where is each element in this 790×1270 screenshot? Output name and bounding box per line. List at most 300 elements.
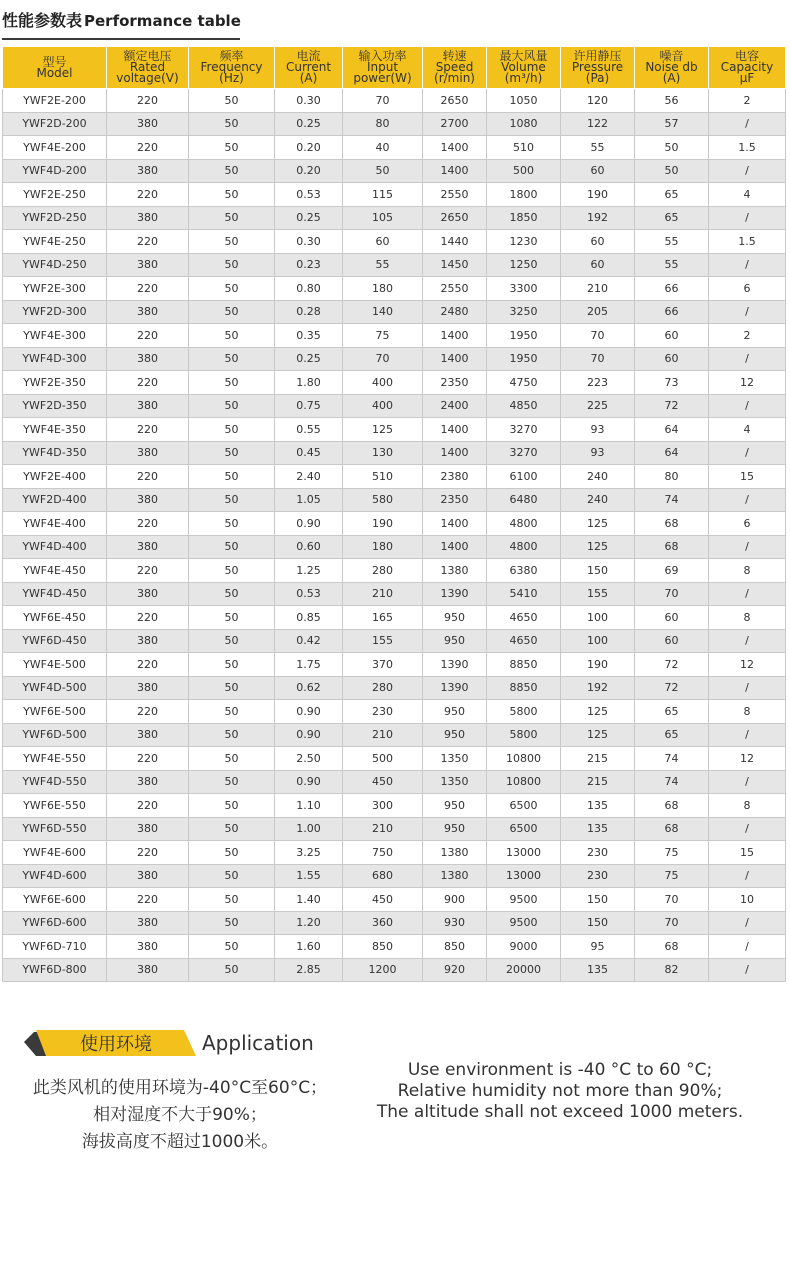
table-cell: 20000 <box>487 958 561 982</box>
table-cell: 50 <box>189 935 275 959</box>
table-cell: 93 <box>561 418 635 442</box>
table-cell: 6500 <box>487 817 561 841</box>
table-cell: 1.5 <box>709 136 786 160</box>
table-cell: 60 <box>635 629 709 653</box>
table-cell: 8 <box>709 606 786 630</box>
performance-table-container <box>2 46 785 982</box>
column-header-unit: voltage(V) <box>116 71 179 85</box>
table-cell: 73 <box>635 371 709 395</box>
table-cell: 13000 <box>487 841 561 865</box>
application-zh-line: 此类风机的使用环境为-40°C至60°C； <box>32 1078 328 1098</box>
table-cell: 55 <box>635 253 709 277</box>
table-cell: 2650 <box>423 206 487 230</box>
table-cell: 220 <box>107 512 189 536</box>
table-cell: 50 <box>189 723 275 747</box>
table-cell: 50 <box>189 653 275 677</box>
table-cell: / <box>709 253 786 277</box>
table-cell: 1390 <box>423 582 487 606</box>
table-cell: 50 <box>189 159 275 183</box>
table-row <box>3 230 786 254</box>
table-row <box>3 700 786 724</box>
table-cell: 93 <box>561 441 635 465</box>
table-cell: 0.90 <box>275 723 343 747</box>
table-cell: 80 <box>343 112 423 136</box>
table-cell: 6 <box>709 277 786 301</box>
table-cell: 9500 <box>487 888 561 912</box>
column-header <box>561 47 635 89</box>
table-cell: 0.55 <box>275 418 343 442</box>
table-cell: 2350 <box>423 488 487 512</box>
table-cell: 70 <box>343 347 423 371</box>
table-cell: 205 <box>561 300 635 324</box>
table-cell: 120 <box>561 89 635 113</box>
table-cell: 1390 <box>423 653 487 677</box>
table-cell: 1.55 <box>275 864 343 888</box>
table-cell: 220 <box>107 418 189 442</box>
table-row <box>3 112 786 136</box>
column-header <box>189 47 275 89</box>
table-cell: 13000 <box>487 864 561 888</box>
column-header-zh: 转速 <box>442 49 467 63</box>
table-cell: 12 <box>709 371 786 395</box>
table-cell: 10800 <box>487 747 561 771</box>
table-cell: 50 <box>189 535 275 559</box>
table-cell: 370 <box>343 653 423 677</box>
table-cell: 8 <box>709 700 786 724</box>
table-cell: 60 <box>561 253 635 277</box>
table-cell: 2350 <box>423 371 487 395</box>
table-cell: / <box>709 535 786 559</box>
table-cell: / <box>709 676 786 700</box>
column-header-zh: 型号 <box>42 54 67 69</box>
table-cell: 1390 <box>423 676 487 700</box>
table-cell: 125 <box>561 700 635 724</box>
column-header <box>275 47 343 89</box>
table-cell: 150 <box>561 911 635 935</box>
table-cell: 0.45 <box>275 441 343 465</box>
table-row <box>3 794 786 818</box>
table-cell: 1.80 <box>275 371 343 395</box>
table-cell: YWF6D-600 <box>3 911 107 935</box>
table-cell: 210 <box>561 277 635 301</box>
table-cell: 3250 <box>487 300 561 324</box>
table-cell: / <box>709 817 786 841</box>
table-cell: 8 <box>709 559 786 583</box>
table-cell: 8 <box>709 794 786 818</box>
table-cell: 70 <box>561 347 635 371</box>
table-cell: / <box>709 770 786 794</box>
table-cell: 210 <box>343 582 423 606</box>
table-cell: 0.90 <box>275 512 343 536</box>
table-cell: YWF4E-450 <box>3 559 107 583</box>
table-cell: 70 <box>635 582 709 606</box>
table-row <box>3 629 786 653</box>
table-cell: 1400 <box>423 512 487 536</box>
table-cell: 380 <box>107 935 189 959</box>
table-cell: / <box>709 864 786 888</box>
table-cell: 8850 <box>487 676 561 700</box>
table-cell: 215 <box>561 747 635 771</box>
table-cell: YWF2E-200 <box>3 89 107 113</box>
column-header-unit: (A) <box>299 71 318 85</box>
table-cell: 380 <box>107 112 189 136</box>
table-cell: 56 <box>635 89 709 113</box>
table-cell: YWF6D-800 <box>3 958 107 982</box>
table-cell: 510 <box>343 465 423 489</box>
column-header-zh: 频率 <box>219 49 244 63</box>
table-cell: 380 <box>107 911 189 935</box>
table-cell: 50 <box>189 606 275 630</box>
table-cell: 400 <box>343 394 423 418</box>
table-cell: 10800 <box>487 770 561 794</box>
table-cell: 75 <box>635 864 709 888</box>
table-cell: YWF4E-600 <box>3 841 107 865</box>
table-row <box>3 841 786 865</box>
column-header-en: Volume <box>501 60 546 74</box>
table-cell: 210 <box>343 817 423 841</box>
table-cell: 3.25 <box>275 841 343 865</box>
table-cell: 66 <box>635 277 709 301</box>
table-cell: 50 <box>189 747 275 771</box>
table-cell: 192 <box>561 676 635 700</box>
table-cell: 380 <box>107 253 189 277</box>
table-cell: 3270 <box>487 441 561 465</box>
table-cell: 50 <box>189 230 275 254</box>
table-cell: 0.20 <box>275 136 343 160</box>
table-row <box>3 958 786 982</box>
table-cell: 0.53 <box>275 582 343 606</box>
table-header-row <box>3 47 786 89</box>
table-cell: 3270 <box>487 418 561 442</box>
table-cell: 74 <box>635 747 709 771</box>
table-cell: 0.53 <box>275 183 343 207</box>
table-cell: 1.75 <box>275 653 343 677</box>
table-cell: 1400 <box>423 441 487 465</box>
table-cell: 680 <box>343 864 423 888</box>
application-badge <box>24 1028 196 1058</box>
table-body <box>3 89 786 982</box>
table-cell: YWF4E-300 <box>3 324 107 348</box>
table-cell: YWF2D-300 <box>3 300 107 324</box>
column-header-en: Speed <box>435 60 474 74</box>
table-cell: 155 <box>561 582 635 606</box>
table-cell: 1400 <box>423 136 487 160</box>
table-row <box>3 136 786 160</box>
table-cell: 80 <box>635 465 709 489</box>
table-cell: 4800 <box>487 535 561 559</box>
table-row <box>3 888 786 912</box>
table-cell: 0.20 <box>275 159 343 183</box>
application-text-en <box>360 1060 760 1123</box>
table-cell: 150 <box>561 888 635 912</box>
table-cell: 50 <box>189 582 275 606</box>
table-cell: / <box>709 958 786 982</box>
table-cell: 380 <box>107 676 189 700</box>
table-row <box>3 465 786 489</box>
column-header-en: Current <box>285 60 332 74</box>
table-cell: 4650 <box>487 606 561 630</box>
table-cell: 4850 <box>487 394 561 418</box>
table-cell: 1.25 <box>275 559 343 583</box>
table-cell: 220 <box>107 559 189 583</box>
table-cell: 220 <box>107 183 189 207</box>
table-cell: 280 <box>343 559 423 583</box>
column-header-zh: 最大风量 <box>499 49 548 63</box>
table-row <box>3 347 786 371</box>
column-header-zh: 额定电压 <box>123 49 172 63</box>
table-row <box>3 864 786 888</box>
column-header-en: Capacity <box>720 60 774 74</box>
table-cell: 190 <box>561 653 635 677</box>
column-header-zh: 输入功率 <box>358 49 407 63</box>
table-cell: YWF6E-500 <box>3 700 107 724</box>
table-cell: 2.40 <box>275 465 343 489</box>
table-cell: 8850 <box>487 653 561 677</box>
table-cell: 220 <box>107 747 189 771</box>
table-cell: 60 <box>635 347 709 371</box>
table-cell: 125 <box>561 723 635 747</box>
table-cell: 82 <box>635 958 709 982</box>
table-row <box>3 770 786 794</box>
table-cell: 140 <box>343 300 423 324</box>
table-cell: 50 <box>189 770 275 794</box>
table-row <box>3 441 786 465</box>
table-cell: 0.42 <box>275 629 343 653</box>
table-cell: 1.10 <box>275 794 343 818</box>
table-cell: 68 <box>635 794 709 818</box>
table-cell: 280 <box>343 676 423 700</box>
table-cell: YWF4D-550 <box>3 770 107 794</box>
table-cell: 155 <box>343 629 423 653</box>
column-header-en: Noise db <box>645 60 698 74</box>
column-header <box>635 47 709 89</box>
application-en-line: The altitude shall not exceed 1000 meters. <box>376 1102 744 1122</box>
table-cell: YWF2E-250 <box>3 183 107 207</box>
table-cell: YWF6D-500 <box>3 723 107 747</box>
table-cell: 0.75 <box>275 394 343 418</box>
table-cell: 50 <box>189 841 275 865</box>
table-cell: 50 <box>189 700 275 724</box>
table-cell: 220 <box>107 371 189 395</box>
table-cell: 2400 <box>423 394 487 418</box>
table-cell: 72 <box>635 394 709 418</box>
table-cell: / <box>709 911 786 935</box>
table-cell: 50 <box>189 794 275 818</box>
table-cell: 9000 <box>487 935 561 959</box>
table-cell: 60 <box>561 159 635 183</box>
table-cell: 1380 <box>423 559 487 583</box>
table-cell: YWF4D-600 <box>3 864 107 888</box>
table-cell: 380 <box>107 582 189 606</box>
table-cell: 950 <box>423 723 487 747</box>
table-cell: 2.85 <box>275 958 343 982</box>
table-cell: 1.00 <box>275 817 343 841</box>
table-cell: 1800 <box>487 183 561 207</box>
column-header <box>343 47 423 89</box>
table-cell: YWF4D-250 <box>3 253 107 277</box>
table-cell: 1950 <box>487 324 561 348</box>
table-cell: YWF2E-300 <box>3 277 107 301</box>
table-cell: 70 <box>561 324 635 348</box>
table-cell: 70 <box>635 888 709 912</box>
table-cell: 55 <box>343 253 423 277</box>
table-cell: YWF2D-250 <box>3 206 107 230</box>
table-cell: 0.23 <box>275 253 343 277</box>
table-cell: 12 <box>709 747 786 771</box>
table-cell: 220 <box>107 700 189 724</box>
table-cell: 70 <box>635 911 709 935</box>
column-header-zh: 噪音 <box>659 49 684 63</box>
application-en-line: Use environment is -40 °C to 60 °C; <box>407 1060 713 1080</box>
table-cell: 55 <box>561 136 635 160</box>
table-cell: 380 <box>107 441 189 465</box>
column-header-unit: (r/min) <box>434 71 475 85</box>
application-zh-line: 相对湿度不大于90%； <box>93 1105 267 1125</box>
table-cell: 130 <box>343 441 423 465</box>
table-row <box>3 300 786 324</box>
table-cell: / <box>709 629 786 653</box>
table-cell: 6100 <box>487 465 561 489</box>
table-cell: 135 <box>561 958 635 982</box>
column-header-en: Frequency <box>200 60 263 74</box>
table-cell: 380 <box>107 817 189 841</box>
table-cell: YWF4E-400 <box>3 512 107 536</box>
table-cell: 920 <box>423 958 487 982</box>
table-cell: YWF4D-350 <box>3 441 107 465</box>
table-cell: / <box>709 488 786 512</box>
table-cell: 220 <box>107 841 189 865</box>
table-cell: 74 <box>635 488 709 512</box>
page-title-en: Performance table <box>84 12 241 30</box>
table-cell: 240 <box>561 465 635 489</box>
table-cell: 380 <box>107 629 189 653</box>
table-row <box>3 723 786 747</box>
table-cell: 5410 <box>487 582 561 606</box>
column-header <box>709 47 786 89</box>
table-cell: 0.30 <box>275 230 343 254</box>
table-cell: 50 <box>189 347 275 371</box>
table-cell: 68 <box>635 817 709 841</box>
table-cell: 50 <box>189 183 275 207</box>
table-row <box>3 582 786 606</box>
table-cell: 50 <box>189 676 275 700</box>
table-cell: 1350 <box>423 770 487 794</box>
table-cell: 65 <box>635 183 709 207</box>
table-cell: 50 <box>189 465 275 489</box>
table-cell: 230 <box>343 700 423 724</box>
table-cell: YWF2E-350 <box>3 371 107 395</box>
table-cell: 220 <box>107 606 189 630</box>
table-cell: 0.90 <box>275 770 343 794</box>
table-cell: 2 <box>709 324 786 348</box>
table-cell: 75 <box>635 841 709 865</box>
column-header-en: Rated <box>129 60 166 74</box>
table-cell: YWF6E-600 <box>3 888 107 912</box>
table-cell: 50 <box>189 371 275 395</box>
table-cell: 2650 <box>423 89 487 113</box>
table-cell: YWF6D-710 <box>3 935 107 959</box>
table-row <box>3 653 786 677</box>
table-cell: 70 <box>343 89 423 113</box>
application-text-zh <box>0 1075 360 1156</box>
table-cell: 50 <box>189 112 275 136</box>
table-cell: 57 <box>635 112 709 136</box>
table-cell: 10 <box>709 888 786 912</box>
table-cell: 9500 <box>487 911 561 935</box>
table-cell: 2 <box>709 89 786 113</box>
table-cell: 223 <box>561 371 635 395</box>
column-header-en: Model <box>36 65 73 80</box>
table-cell: 930 <box>423 911 487 935</box>
table-cell: 300 <box>343 794 423 818</box>
table-cell: 60 <box>635 324 709 348</box>
column-header-unit: (m³/h) <box>504 71 543 85</box>
table-cell: 500 <box>343 747 423 771</box>
table-cell: 95 <box>561 935 635 959</box>
table-cell: 1.5 <box>709 230 786 254</box>
table-cell: 12 <box>709 653 786 677</box>
table-cell: YWF6E-450 <box>3 606 107 630</box>
table-cell: 850 <box>423 935 487 959</box>
table-cell: 0.62 <box>275 676 343 700</box>
table-cell: YWF4E-500 <box>3 653 107 677</box>
table-cell: / <box>709 441 786 465</box>
table-cell: 1080 <box>487 112 561 136</box>
table-row <box>3 606 786 630</box>
table-cell: 220 <box>107 324 189 348</box>
table-cell: 60 <box>561 230 635 254</box>
table-cell: 50 <box>189 817 275 841</box>
table-cell: 1.20 <box>275 911 343 935</box>
table-cell: 240 <box>561 488 635 512</box>
table-cell: 950 <box>423 794 487 818</box>
table-cell: 1050 <box>487 89 561 113</box>
table-row <box>3 512 786 536</box>
table-cell: 580 <box>343 488 423 512</box>
table-cell: 220 <box>107 230 189 254</box>
table-row <box>3 535 786 559</box>
table-row <box>3 488 786 512</box>
table-cell: 230 <box>561 841 635 865</box>
table-cell: 15 <box>709 841 786 865</box>
table-row <box>3 371 786 395</box>
table-cell: 380 <box>107 300 189 324</box>
table-cell: 220 <box>107 136 189 160</box>
table-cell: 100 <box>561 606 635 630</box>
table-cell: 50 <box>189 911 275 935</box>
table-cell: 450 <box>343 888 423 912</box>
page-title-zh: 性能参数表 <box>2 11 83 30</box>
table-cell: 1400 <box>423 347 487 371</box>
table-cell: 50 <box>189 206 275 230</box>
table-cell: 400 <box>343 371 423 395</box>
table-cell: 220 <box>107 888 189 912</box>
table-cell: YWF4E-250 <box>3 230 107 254</box>
table-cell: 180 <box>343 535 423 559</box>
table-cell: 68 <box>635 935 709 959</box>
table-cell: 3300 <box>487 277 561 301</box>
column-header <box>107 47 189 89</box>
table-row <box>3 324 786 348</box>
table-row <box>3 394 786 418</box>
table-cell: 6380 <box>487 559 561 583</box>
table-cell: 50 <box>189 629 275 653</box>
table-cell: 215 <box>561 770 635 794</box>
table-cell: 50 <box>189 394 275 418</box>
table-cell: / <box>709 112 786 136</box>
table-cell: 4750 <box>487 371 561 395</box>
performance-table <box>2 46 786 982</box>
